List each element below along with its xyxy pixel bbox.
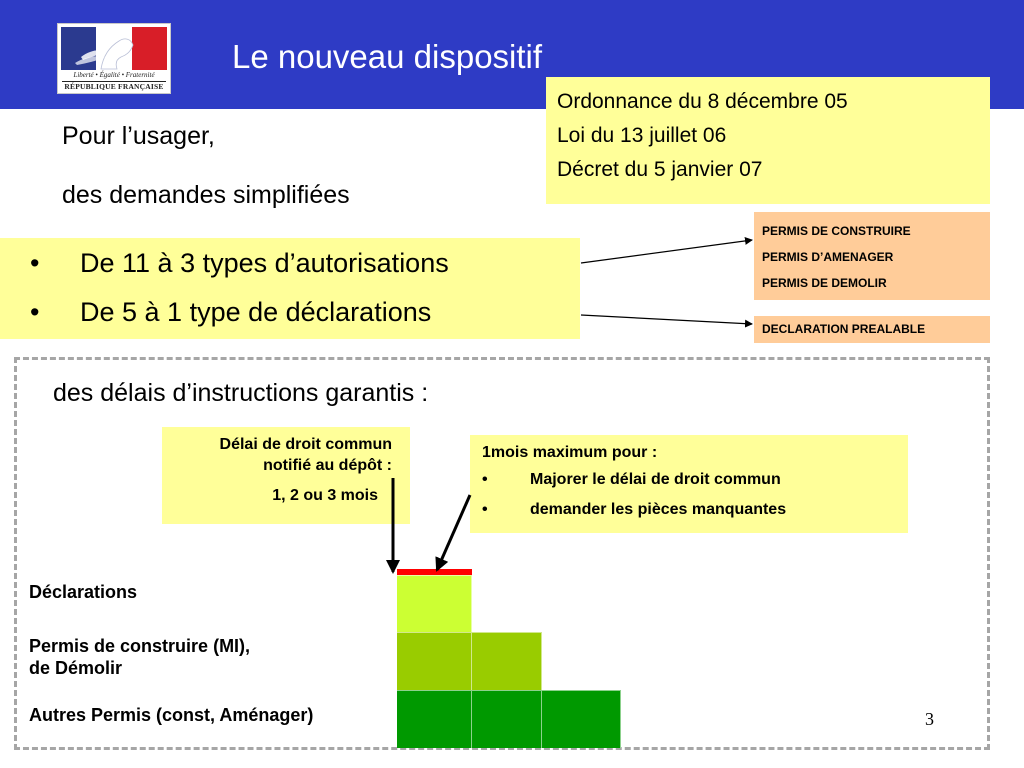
delay-month-block — [472, 632, 542, 690]
un-mois-heading: 1mois maximum pour : — [482, 444, 658, 461]
logo-republic-name: RÉPUBLIQUE FRANÇAISE — [64, 82, 164, 91]
un-mois-item-pieces — [482, 494, 908, 526]
bullet-glyph: • — [482, 471, 488, 488]
row-label-permis-line1: Permis de construire (MI), — [29, 636, 251, 656]
row-label-permis-line2: de Démolir — [29, 658, 123, 678]
reference-loi: Loi du 13 juillet 06 — [557, 124, 727, 147]
permis-demolir: PERMIS DE DEMOLIR — [762, 276, 887, 290]
delay-month-block — [397, 575, 472, 632]
legal-references-box — [546, 77, 990, 204]
droit-commun-callout — [162, 427, 410, 524]
permis-amenager: PERMIS D’AMENAGER — [762, 250, 894, 264]
bullet-glyph: • — [30, 297, 40, 327]
bullet-glyph: • — [30, 248, 40, 278]
row-label-autres-permis — [29, 704, 313, 726]
slide-title: Le nouveau dispositif — [232, 38, 543, 75]
droit-commun-line2: notifié au dépôt : — [263, 457, 392, 474]
delay-month-block — [397, 632, 472, 690]
bullet-declarations-text: De 5 à 1 type de déclarations — [80, 297, 432, 327]
slide-number: 3 — [925, 709, 934, 729]
simplified-requests-heading: des demandes simplifiées — [62, 181, 350, 209]
row-label-declarations-text: Déclarations — [29, 582, 138, 602]
bullet-autorisations-text: De 11 à 3 types d’autorisations — [80, 248, 449, 278]
delay-month-block — [397, 690, 472, 748]
usager-heading: Pour l’usager, — [62, 122, 215, 150]
delais-heading: des délais d’instructions garantis : — [53, 379, 429, 407]
delay-month-block — [542, 690, 621, 748]
un-mois-item-majorer — [482, 464, 908, 496]
row-label-declarations — [29, 581, 137, 603]
bullet-glyph: • — [482, 501, 488, 518]
delay-month-block — [472, 690, 542, 748]
republique-francaise-logo — [57, 23, 171, 94]
un-mois-callout — [470, 435, 908, 533]
notification-marker — [397, 569, 472, 575]
un-mois-item-pieces-text: demander les pièces manquantes — [530, 501, 787, 518]
marianne-flag-icon — [61, 27, 167, 70]
arrow-to-permis — [581, 240, 752, 263]
declaration-prealable-box: DECLARATION PREALABLE — [754, 316, 990, 343]
logo-motto: Liberté • Égalité • Fraternité — [73, 71, 155, 79]
arrow-to-declaration — [581, 315, 752, 324]
bullet-declarations — [30, 297, 431, 328]
reference-decret: Décret du 5 janvier 07 — [557, 158, 763, 181]
row-label-autres-permis-text: Autres Permis (const, Aménager) — [29, 705, 314, 725]
permis-types-box — [754, 212, 990, 300]
bullet-autorisations — [30, 248, 449, 279]
un-mois-item-majorer-text: Majorer le délai de droit commun — [530, 471, 781, 488]
droit-commun-durations: 1, 2 ou 3 mois — [272, 487, 378, 504]
simplification-bullets-box — [0, 238, 580, 339]
row-label-permis-construire-demolir — [29, 635, 250, 679]
droit-commun-line1: Délai de droit commun — [219, 436, 392, 453]
permis-construire: PERMIS DE CONSTRUIRE — [762, 224, 911, 238]
reference-ordonnance: Ordonnance du 8 décembre 05 — [557, 90, 848, 113]
